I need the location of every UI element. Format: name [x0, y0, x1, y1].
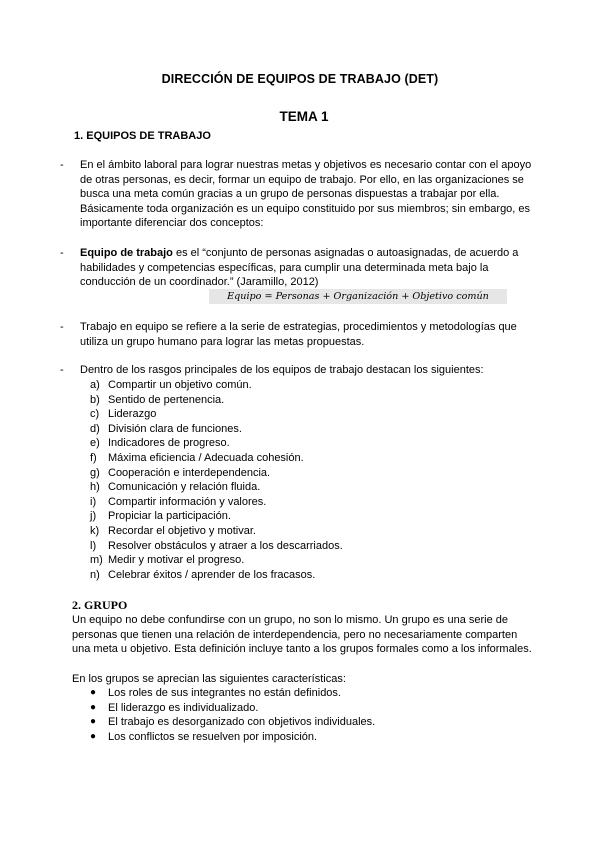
list-marker: j) [90, 510, 97, 523]
list-item-text: Máxima eficiencia / Adecuada cohesión. [108, 451, 304, 464]
tema-heading: TEMA 1 [279, 109, 329, 124]
list-item [90, 480, 343, 495]
list-item-text: Sentido de pertenencia. [108, 393, 225, 406]
list-item [90, 436, 343, 451]
list-item [90, 686, 375, 701]
list-item-text: Indicadores de progreso. [108, 437, 230, 450]
list-item [90, 701, 375, 716]
list-item [90, 378, 343, 393]
list-marker: n) [90, 568, 100, 581]
list-marker: b) [90, 393, 100, 406]
list-marker: h) [90, 481, 100, 494]
list-item-text: El trabajo es desorganizado con objetivos individuales. [108, 716, 376, 729]
traits-list [90, 378, 343, 582]
dash-marker: - [60, 364, 64, 376]
list-item-text: Comunicación y relación fluida. [108, 481, 261, 494]
paragraph-grupo-definition: Un equipo no debe confundirse con un grupo, no son lo mismo. Un grupo es una serie de personas que tienen una relación de interdependencia, pero no necesariamente comparten una meta u objetivo. Esta definición incluye tanto a los grupos formales como a los informales. [72, 614, 532, 656]
paragraph-rasgos-intro: Dentro de los rasgos principales de los equipos de trabajo destacan los siguientes: [80, 364, 484, 376]
list-item [90, 407, 343, 422]
list-item [90, 568, 343, 583]
bullet-icon: ● [90, 730, 97, 742]
list-marker: a) [90, 379, 100, 391]
bullet-icon: ● [90, 701, 97, 713]
list-marker: d) [90, 422, 100, 435]
dash-marker: - [60, 247, 64, 259]
dash-marker: - [60, 321, 64, 333]
list-item [90, 524, 343, 539]
term-equipo-de-trabajo: Equipo de trabajo [80, 247, 173, 259]
list-item [90, 539, 343, 554]
list-item-text: Medir y motivar el progreso. [108, 554, 245, 567]
list-item [90, 451, 343, 466]
list-item-text: Los conflictos se resuelven por imposición. [108, 730, 318, 743]
list-item-text: El liderazgo es individualizado. [108, 701, 259, 714]
list-marker: k) [90, 524, 100, 537]
list-marker: l) [90, 539, 97, 552]
section-1-heading: 1. EQUIPOS DE TRABAJO [74, 130, 211, 142]
list-item-text: Los roles de sus integrantes no están definidos. [108, 687, 341, 699]
bullet-icon: ● [90, 716, 97, 728]
characteristics-list [90, 686, 375, 744]
list-item [90, 509, 343, 524]
list-item-text: Recordar el objetivo y motivar. [108, 524, 256, 537]
list-item-text: División clara de funciones. [108, 422, 242, 435]
dash-marker: - [60, 159, 64, 171]
list-item [90, 466, 343, 481]
list-item [90, 422, 343, 437]
list-item-text: Compartir un objetivo común. [108, 379, 252, 391]
formula-equipo: Equipo = Personas + Organización + Objetivo común [209, 289, 507, 304]
list-marker: e) [90, 437, 100, 450]
bullet-icon: ● [90, 687, 97, 698]
list-item-text: Liderazgo [108, 408, 157, 421]
list-item-text: Cooperación e interdependencia. [108, 466, 271, 479]
list-marker: m) [90, 554, 103, 567]
list-item-text: Resolver obstáculos y atraer a los descarriados. [108, 539, 343, 552]
paragraph-equipo-de-trabajo [80, 246, 532, 290]
definition-equipo-de-trabajo: es el “conjunto de personas asignadas o autoasignadas, de acuerdo a habilidades y competencias específicas, para cumplir una determinada meta bajo la conducción de un coordinador.” (Jaramillo, 2012) [80, 247, 519, 289]
section-2-heading: 2. GRUPO [72, 598, 128, 612]
list-marker: g) [90, 466, 100, 479]
list-item [90, 730, 375, 745]
paragraph-grupo-intro: En los grupos se aprecian las siguientes características: [72, 673, 346, 685]
paragraph-trabajo-en-equipo: Trabajo en equipo se refiere a la serie de estrategias, procedimientos y metodologías que utiliza un grupo humano para lograr las metas propuestas. [80, 321, 517, 348]
list-marker: f) [90, 451, 97, 464]
list-item-text: Compartir información y valores. [108, 495, 267, 508]
list-marker: c) [90, 408, 100, 421]
list-item [90, 393, 343, 408]
list-item [90, 715, 375, 730]
document-title: DIRECCIÓN DE EQUIPOS DE TRABAJO (DET) [161, 72, 439, 86]
list-item [90, 495, 343, 510]
list-item-text: Propiciar la participación. [108, 510, 231, 523]
list-item-text: Celebrar éxitos / aprender de los fracasos. [108, 568, 316, 581]
list-item [90, 553, 343, 568]
paragraph-ambito-laboral: En el ámbito laboral para lograr nuestras metas y objetivos es necesario contar con el apoyo de otras personas, es decir, formar un equipo de trabajo. Por ello, en las organizaciones se busca una meta común gracias a un grupo de personas dispuestas a trabajar por ella. Básicamente toda organización es un equipo constituido por sus miembros; sin embargo, es importante diferenciar dos conceptos: [80, 159, 532, 230]
list-marker: i) [90, 495, 97, 508]
